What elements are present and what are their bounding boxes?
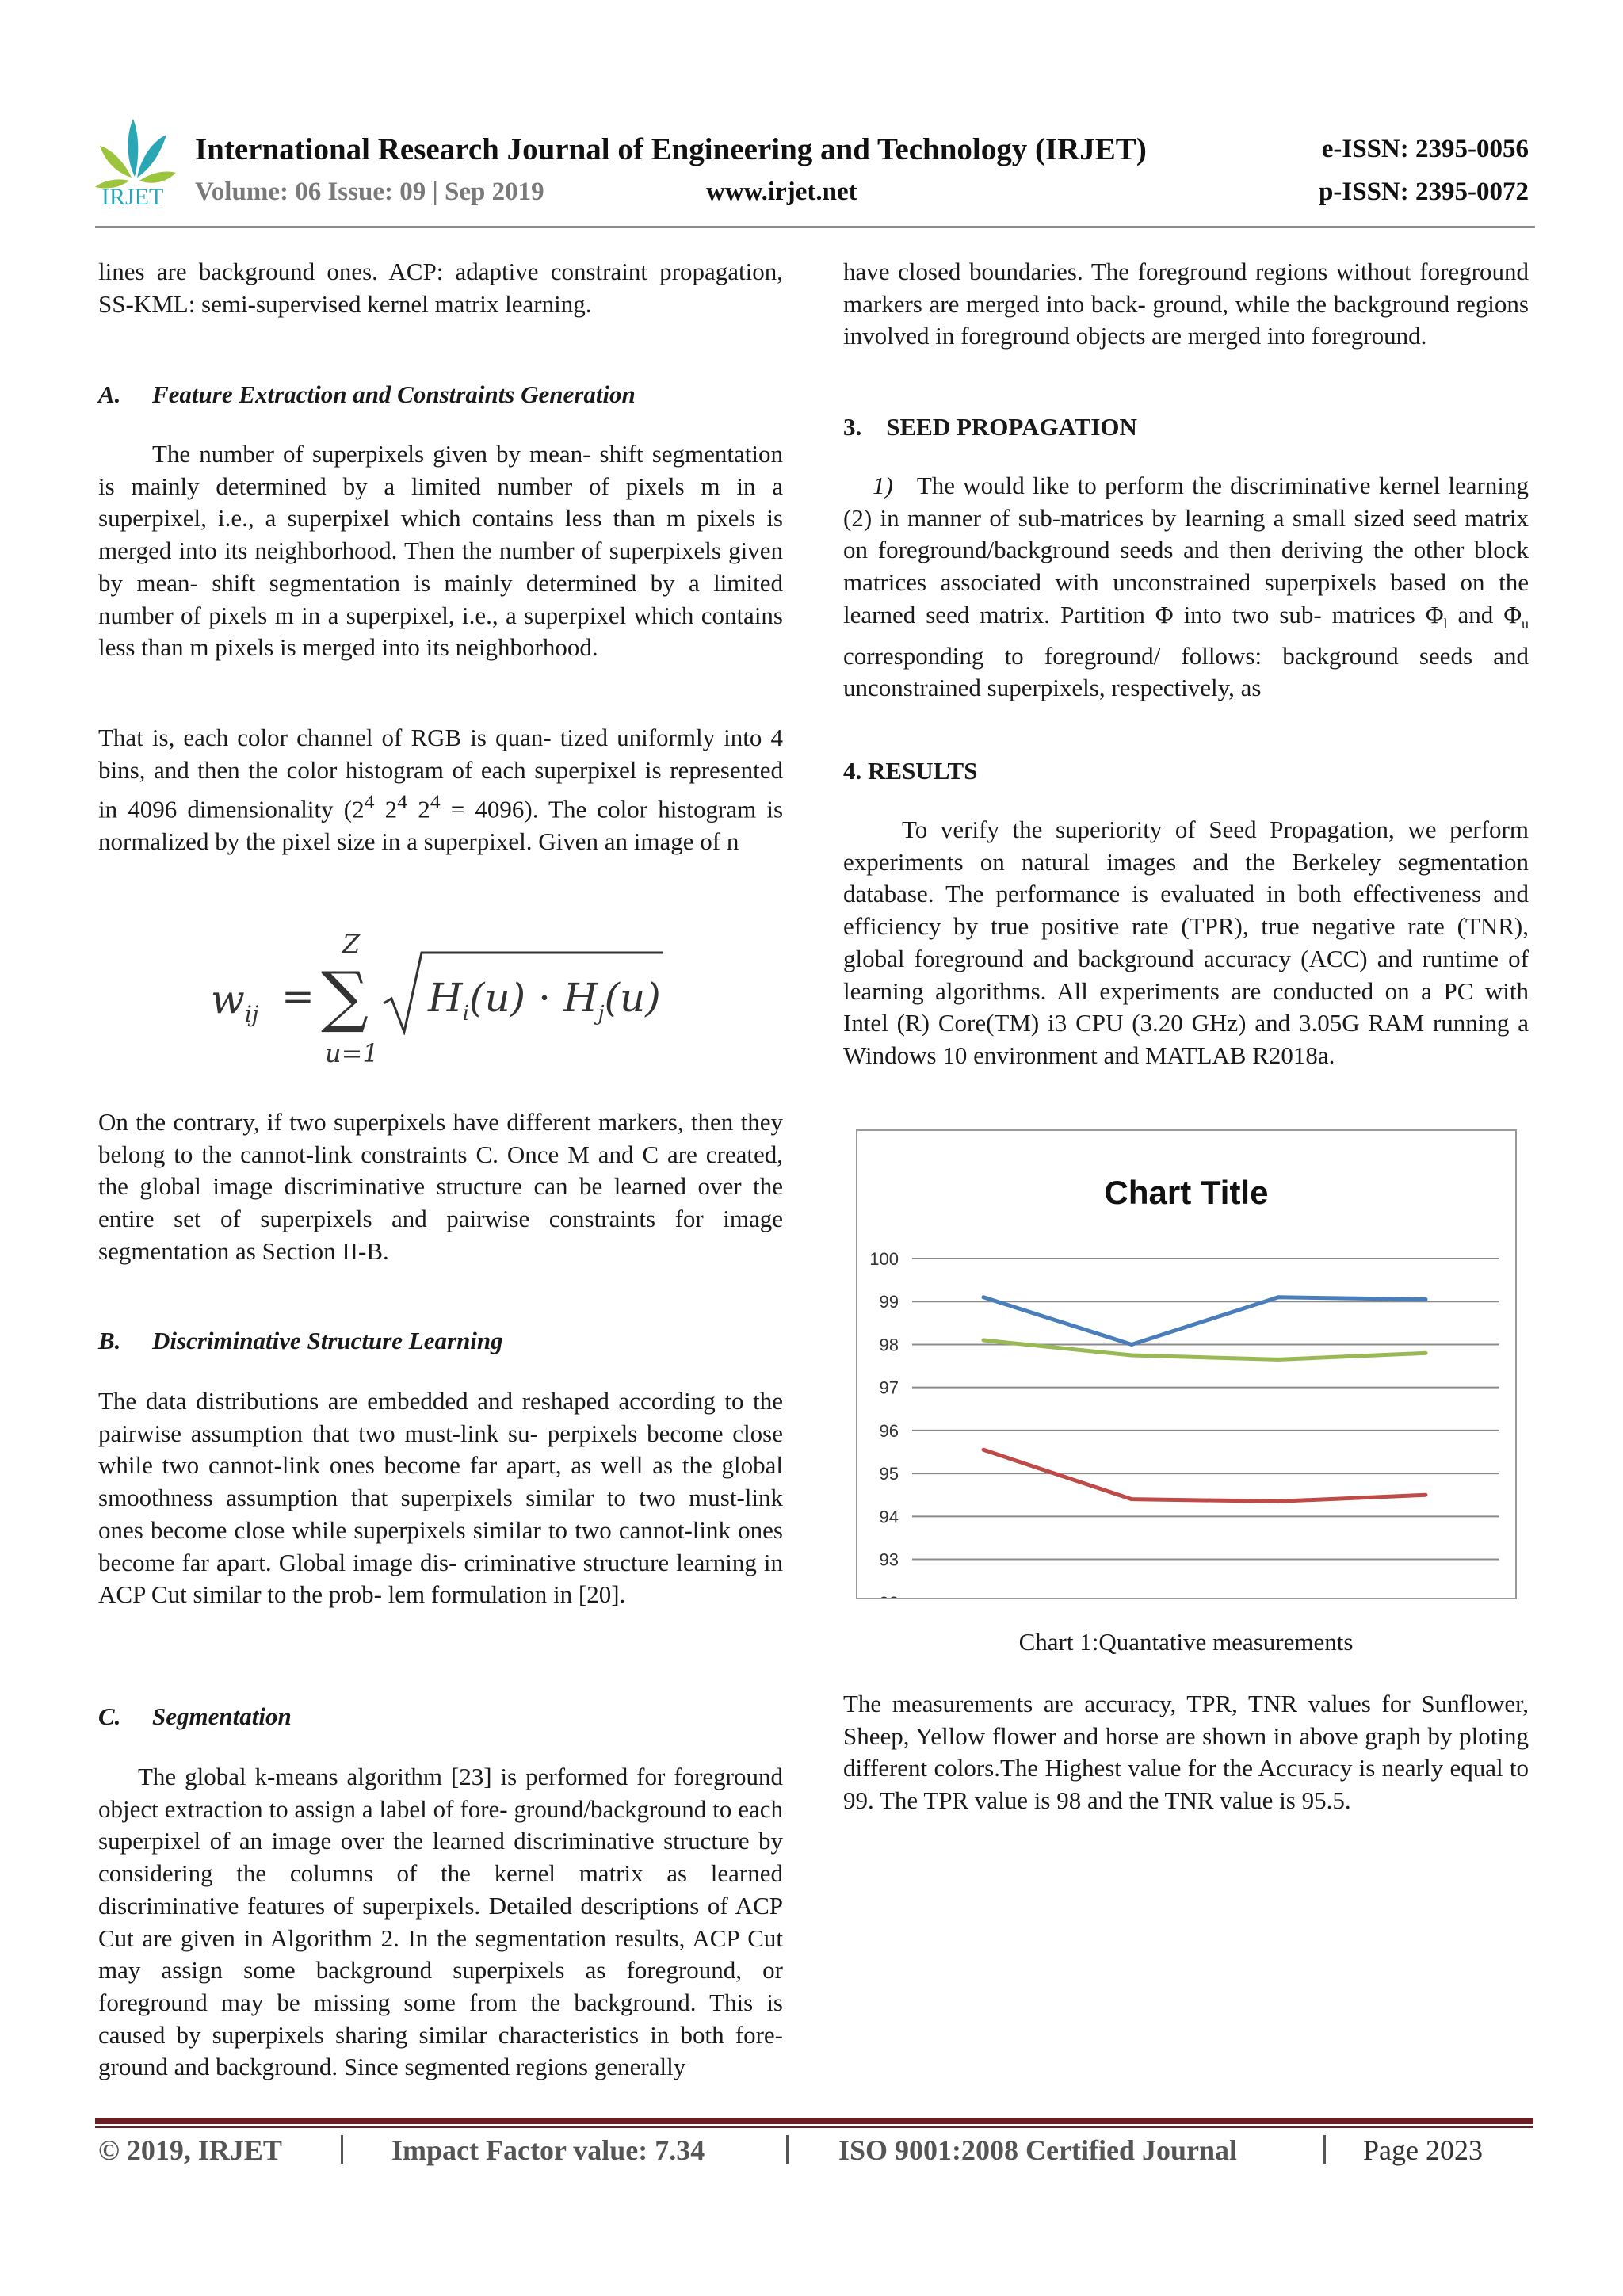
seed-propagation-item: [843, 470, 1529, 705]
section-b-number: B.: [98, 1327, 121, 1354]
segmentation-paragraph: The global k-means algorithm [23] is performed for foreground object extraction to assign a label of fore- ground/background to each superpixel of an image over the learned discriminative structure by considering the columns of the kernel matrix as learned discriminative features of superpixels. Detailed descriptions of ACP Cut are given in Algorithm 2. In the segmentation results, ACP Cut may assign some background superpixels as foreground, or foreground may be missing some from the background. This is caused by superpixels sharing similar characteristics in both fore- ground and background. Since segmented regions generally: [98, 1763, 783, 2081]
header-divider: [95, 226, 1535, 228]
formula-lower-limit: u=1: [325, 1038, 379, 1068]
data-point-tnr: [982, 1339, 986, 1343]
superscript: 4: [364, 790, 375, 814]
formula-radicand: [428, 975, 661, 1026]
formula-h: H: [563, 975, 598, 1021]
irjet-logo: [94, 117, 177, 212]
y-tick-label: 94: [879, 1507, 899, 1527]
p-issn: p-ISSN: 2395-0072: [1319, 178, 1529, 206]
series-line-accuracy: [983, 1297, 1426, 1345]
formula-dot: ·: [538, 975, 551, 1021]
footer-bar: [95, 2118, 1533, 2124]
y-tick-label: 95: [879, 1464, 899, 1484]
series-line-tpr: [983, 1450, 1426, 1501]
item-number: 1): [873, 472, 893, 499]
section-c-heading: [98, 1701, 783, 1733]
right-intro-paragraph: have closed boundaries. The foreground regions without foreground markers are merged into back- ground, while the background regions involved in foreground objects are merged into foreground.: [843, 258, 1529, 350]
constraints-paragraph: On the contrary, if two superpixels have different markers, then they belong to the cannot-link constraints C. Once M and C are created, the global image discriminative structure can be learned over the entire set of superpixels and pairwise constraints for image segmentation as Section II-B.: [98, 1108, 783, 1265]
section-c-title: Segmentation: [152, 1702, 292, 1730]
footer-separator: [1323, 2135, 1326, 2164]
superscript: 4: [397, 790, 408, 814]
data-point-tpr: [1424, 1493, 1428, 1497]
data-point-tpr: [1130, 1497, 1134, 1501]
text-segment: 2: [374, 795, 398, 823]
text-segment: The would like to perform the discriminative kernel learning (2) in manner of sub-matrices by learning a small sized seed matrix on foreground/background seeds and then deriving the other block matrices associated with unconstrained superpixels based on the learned seed matrix. Partition Φ into two sub- matrices Φ: [843, 472, 1529, 628]
data-point-accuracy: [1424, 1297, 1428, 1301]
formula-arg: (u): [604, 975, 661, 1021]
footer-page-number: Page 2023: [1363, 2134, 1483, 2166]
e-issn: e-ISSN: 2395-0056: [1321, 135, 1529, 163]
formula-upper-limit: Z: [342, 929, 361, 959]
section-b-heading: [98, 1325, 783, 1358]
results-paragraph: To verify the superiority of Seed Propagation, we perform experiments on natural images and the Berkeley segmentation database. The performance is evaluated in both effectiveness and efficiency by true positive rate (TPR), true negative rate (TNR), global foreground and background accuracy (ACC) and runtime of learning algorithms. All experiments are conducted on a PC with Intel (R) Core(TM) i3 CPU (3.20 GHz) and 3.05G RAM running a Windows 10 environment and MATLAB R2018a.: [843, 816, 1529, 1069]
data-point-accuracy: [982, 1295, 986, 1299]
data-point-tpr: [982, 1448, 986, 1452]
formula-sub-i: i: [462, 1002, 469, 1026]
y-tick-label: 98: [879, 1335, 899, 1355]
y-tick-label: 93: [879, 1549, 899, 1570]
footer-copyright: © 2019, IRJET: [98, 2134, 282, 2166]
formula-h: H: [428, 975, 463, 1021]
section-a-number: A.: [98, 380, 121, 408]
data-point-tpr: [1277, 1499, 1281, 1503]
formula-sub-j: j: [598, 1002, 605, 1026]
section-4-heading: 4. RESULTS: [843, 757, 978, 785]
footer-bar-thin: [95, 2126, 1533, 2128]
line-chart: [856, 1129, 1517, 1599]
footer-separator: [786, 2135, 789, 2164]
footer-impact-factor: Impact Factor value: 7.34: [391, 2134, 705, 2166]
y-tick-label: [880, 1593, 899, 1598]
data-point-accuracy: [1130, 1343, 1134, 1347]
feature-paragraph-1: The number of superpixels given by mean- shift segmentation is mainly determined by a limited number of pixels m in a superpixel, i.e., a superpixel which contains less than m pixels is merged into its neighborhood. Then the number of superpixels given by mean- shift segmentation is mainly determined by a limited number of pixels m in a superpixel, i.e., a superpixel which contains less than m pixels is merged into its neighborhood.: [98, 440, 783, 662]
feature-paragraph-2: [98, 722, 783, 858]
series-line-tnr: [983, 1340, 1426, 1359]
section-c-number: C.: [98, 1702, 121, 1730]
volume-issue: Volume: 06 Issue: 09 | Sep 2019: [195, 178, 544, 206]
journal-title: International Research Journal of Engineering and Technology (IRJET): [195, 132, 1147, 166]
section-3-heading: 3. SEED PROPAGATION: [843, 413, 1137, 441]
section-a-heading: [98, 379, 783, 411]
data-point-tnr: [1277, 1358, 1281, 1362]
chart-svg: [857, 1131, 1515, 1598]
formula-sigma: ∑: [321, 957, 369, 1035]
text-segment: and Φ: [1447, 600, 1522, 628]
y-tick-label: 100: [869, 1249, 899, 1269]
formula-w: w: [211, 976, 245, 1022]
structure-learning-paragraph: The data distributions are embedded and reshaped according to the pairwise assumption that two must-link su- perpixels become close while two cannot-link ones become far apart, as well as the global smoothness assumption that superpixels similar to two must-link ones become close while superpixels similar to two cannot-link ones become far apart. Global image dis- criminative structure learning in ACP Cut similar to the prob- lem formulation in [20].: [98, 1387, 783, 1609]
logo-text: IRJET: [101, 184, 164, 210]
website-link[interactable]: www.irjet.net: [706, 178, 857, 206]
y-tick-label: 97: [879, 1377, 899, 1398]
measurements-paragraph: The measurements are accuracy, TPR, TNR values for Sunflower, Sheep, Yellow flower and horse are shown in above graph by ploting different colors.The Highest value for the Accuracy is nearly equal to 99. The TPR value is 98 and the TNR value is 95.5.: [843, 1690, 1529, 1815]
section-a-title: Feature Extraction and Constraints Generation: [152, 380, 636, 408]
data-point-tnr: [1130, 1354, 1134, 1358]
superscript: 4: [430, 790, 441, 814]
formula-lhs: [211, 976, 258, 1027]
section-b-title: Discriminative Structure Learning: [152, 1327, 503, 1354]
left-intro-paragraph: lines are background ones. ACP: adaptive constraint propagation, SS-KML: semi-supervised kernel matrix learning.: [98, 258, 783, 318]
text-segment: corresponding to foreground/ follows: background seeds and unconstrained superpixels, respectively, as: [843, 641, 1529, 702]
data-point-tnr: [1424, 1351, 1428, 1355]
formula-arg: (u): [468, 975, 526, 1021]
y-tick-label: 96: [879, 1420, 899, 1441]
formula-lhs-subscript: ij: [244, 1001, 259, 1027]
text-segment: That is, each color channel of RGB is quan- tized uniformly into 4 bins, and then the color histogram of each superpixel is represented in 4096 dimensionality (2: [98, 724, 783, 823]
y-tick-label: 99: [879, 1292, 899, 1312]
text-segment: = 4096). The color histogram is normalized by the pixel size in a superpixel. Given an image of n: [98, 795, 784, 856]
subscript: l: [1443, 616, 1448, 632]
chart-caption: Chart 1:Quantative measurements: [1018, 1628, 1354, 1656]
subscript: u: [1522, 616, 1529, 632]
similarity-formula: [206, 927, 682, 1078]
formula-equals: =: [281, 973, 315, 1019]
text-segment: 2: [407, 795, 430, 823]
footer-iso: ISO 9001:2008 Certified Journal: [838, 2134, 1237, 2166]
chart-title: Chart Title: [1104, 1174, 1269, 1211]
data-point-accuracy: [1277, 1295, 1281, 1299]
footer-separator: [341, 2135, 343, 2164]
